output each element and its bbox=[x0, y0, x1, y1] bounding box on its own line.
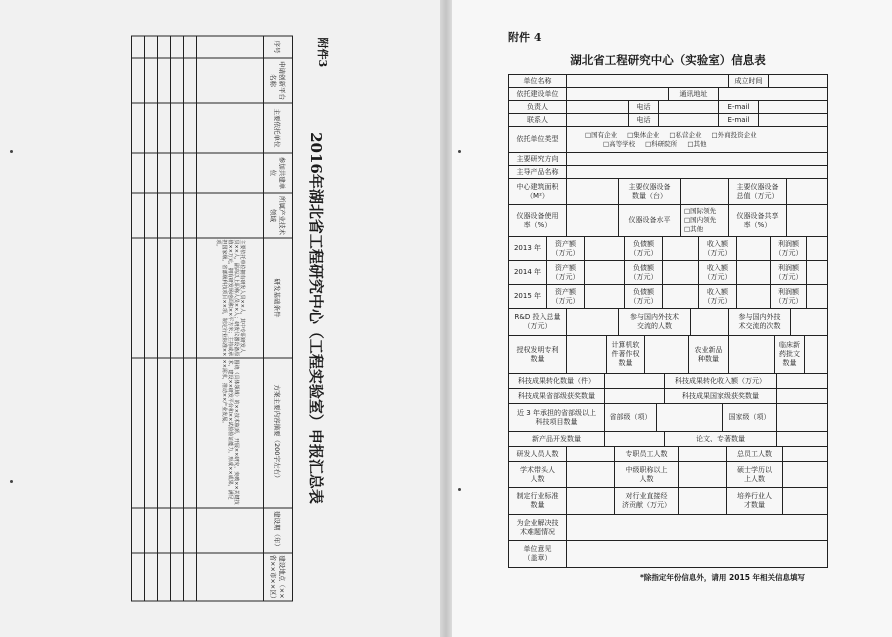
field-label: E-mail bbox=[719, 101, 759, 113]
field-label: 电话 bbox=[629, 101, 659, 113]
field-label: 负债额 （万元） bbox=[625, 261, 663, 284]
field-label: 依托建设单位 bbox=[509, 88, 567, 100]
checkbox-foreign[interactable]: □外商投资企业 bbox=[711, 130, 757, 139]
column-header: 研发基础条件 bbox=[264, 238, 293, 358]
field-label: 国家级（项） bbox=[723, 404, 777, 431]
punch-dot bbox=[10, 480, 13, 483]
form-row bbox=[509, 374, 827, 389]
assets-field[interactable] bbox=[585, 285, 625, 308]
academic-leader-field[interactable] bbox=[567, 462, 615, 487]
liabilities-field[interactable] bbox=[663, 285, 699, 308]
form-row bbox=[509, 127, 827, 153]
column-header: 申请创新平台名称 bbox=[264, 58, 293, 103]
checkbox-university[interactable]: □高等学校 bbox=[603, 139, 636, 148]
field-label: 主导产品名称 bbox=[509, 166, 567, 178]
trainees-field[interactable] bbox=[783, 488, 827, 514]
annex-label: 附件3 bbox=[316, 37, 329, 68]
field-label: 总员工人数 bbox=[727, 447, 783, 461]
year-label: 2015 年 bbox=[509, 285, 547, 308]
form-title: 湖北省工程研究中心（实验室）信息表 bbox=[570, 53, 766, 67]
field-label: R&D 投入总量 （万元） bbox=[509, 309, 567, 335]
equip-usage-field[interactable] bbox=[567, 205, 619, 236]
income-field[interactable] bbox=[737, 261, 771, 284]
field-label: 授权发明专利 数量 bbox=[509, 336, 567, 373]
field-label: 仪器设备水平 bbox=[619, 205, 681, 236]
form-row bbox=[509, 389, 827, 404]
field-label: 联系人 bbox=[509, 114, 567, 126]
sample-summary-text: 围绕（具体领域）的××技术瓶颈，开展××研究，突破××关键技术，建设××研发平台和××试验验证能力，形成××成果，满足××需求，推动××产业发展。 bbox=[197, 358, 264, 508]
field-label: 利润额 （万元） bbox=[771, 237, 807, 260]
table-header-row bbox=[264, 36, 293, 601]
papers-field[interactable] bbox=[777, 432, 827, 446]
field-label: 主要研究方向 bbox=[509, 153, 567, 165]
form-row bbox=[509, 166, 827, 179]
book-gutter bbox=[440, 0, 452, 637]
sample-basis-text: 主要依托单位拥有研发人员××人，其中专职研发人员××人，副高以上职称人员××人；研发仪器设备原值××万元，拥有研发场地面积××平方米；主持或承担国家级、省部级科技项目××项，制定行业标准××项。 bbox=[197, 238, 264, 358]
field-label: 单位名称 bbox=[509, 75, 567, 87]
clinical-field[interactable] bbox=[805, 336, 827, 373]
field-label: E-mail bbox=[719, 114, 759, 126]
form-row bbox=[509, 432, 827, 447]
provincial-award-field[interactable] bbox=[605, 389, 665, 403]
form-row bbox=[509, 515, 827, 541]
field-label: 硕士学历以 上人数 bbox=[727, 462, 783, 487]
standards-field[interactable] bbox=[567, 488, 615, 514]
column-header: 主要依托单位 bbox=[264, 103, 293, 153]
field-label: 主要仪器设备 总值（万元） bbox=[729, 179, 787, 204]
leader-email-field[interactable] bbox=[759, 101, 827, 113]
provincial-projects-field[interactable] bbox=[657, 404, 723, 431]
field-label: 利润额 （万元） bbox=[771, 261, 807, 284]
field-label: 科技成果转化收入额（万元） bbox=[665, 374, 777, 388]
field-label: 培养行业人 才数量 bbox=[727, 488, 783, 514]
field-label: 负责人 bbox=[509, 101, 567, 113]
form-row-year bbox=[509, 237, 827, 261]
address-field[interactable] bbox=[719, 88, 827, 100]
area-field[interactable] bbox=[567, 179, 619, 204]
field-label: 依托单位类型 bbox=[509, 127, 567, 152]
mid-title-field[interactable] bbox=[679, 462, 727, 487]
form-row bbox=[509, 75, 827, 88]
field-label: 收入额 （万元） bbox=[699, 237, 737, 260]
form-row bbox=[509, 179, 827, 205]
rd-invest-field[interactable] bbox=[567, 309, 619, 335]
field-label: 论文、专著数量 bbox=[665, 432, 777, 446]
fulltime-field[interactable] bbox=[679, 447, 727, 461]
column-header: 建设地点（××省××市××区） bbox=[264, 553, 293, 601]
liabilities-field[interactable] bbox=[663, 261, 699, 284]
equip-share-field[interactable] bbox=[787, 205, 827, 236]
column-header: 所属产业技术领域 bbox=[264, 193, 293, 238]
punch-dot bbox=[458, 150, 461, 153]
research-direction-field[interactable] bbox=[567, 153, 827, 165]
annex-label: 附件 4 bbox=[508, 31, 542, 44]
field-label: 近 3 年承担的省部级以上 科技项目数量 bbox=[509, 404, 605, 431]
field-label: 省部级（项） bbox=[605, 404, 657, 431]
table-row bbox=[132, 36, 145, 601]
field-label: 成立时间 bbox=[729, 75, 769, 87]
income-field[interactable] bbox=[737, 237, 771, 260]
field-label: 利润额 （万元） bbox=[771, 285, 807, 308]
liabilities-field[interactable] bbox=[663, 237, 699, 260]
assets-field[interactable] bbox=[585, 261, 625, 284]
field-label: 仪器设备共享 率（%） bbox=[729, 205, 787, 236]
summary-table bbox=[131, 36, 293, 602]
leader-phone-field[interactable] bbox=[659, 101, 719, 113]
field-label: 收入额 （万元） bbox=[699, 261, 737, 284]
form-row bbox=[509, 88, 827, 101]
rotated-summary-sheet bbox=[123, 36, 327, 601]
transfer-income-field[interactable] bbox=[777, 374, 827, 388]
column-header: 序号 bbox=[264, 36, 293, 58]
patents-field[interactable] bbox=[567, 336, 607, 373]
field-label: 科技成果转化数量（件） bbox=[509, 374, 605, 388]
checkbox-state-owned[interactable]: □国有企业 bbox=[585, 130, 618, 139]
field-label: 中级职称以上 人数 bbox=[615, 462, 679, 487]
form-row bbox=[509, 404, 827, 432]
field-label: 中心建筑面积 （M²） bbox=[509, 179, 567, 204]
form-row-year bbox=[509, 285, 827, 309]
year-label: 2013 年 bbox=[509, 237, 547, 260]
software-field[interactable] bbox=[645, 336, 689, 373]
table-row bbox=[171, 36, 184, 601]
checkbox-private[interactable]: □私营企业 bbox=[669, 130, 702, 139]
field-label: 电话 bbox=[629, 114, 659, 126]
footnote: *除指定年份信息外，请用 2015 年相关信息填写 bbox=[640, 573, 806, 582]
unit-type-options bbox=[567, 127, 827, 152]
info-form bbox=[508, 74, 828, 568]
form-row bbox=[509, 488, 827, 515]
field-label: 农业新品 种数量 bbox=[689, 336, 729, 373]
national-projects-field[interactable] bbox=[777, 404, 827, 431]
founded-field[interactable] bbox=[769, 75, 827, 87]
tech-problems-field[interactable] bbox=[567, 515, 827, 540]
field-label: 计算机软 件著作权 数量 bbox=[607, 336, 645, 373]
opinion-field[interactable] bbox=[567, 541, 827, 567]
profit-field[interactable] bbox=[807, 237, 827, 260]
form-row bbox=[509, 205, 827, 237]
total-staff-field[interactable] bbox=[783, 447, 827, 461]
field-label: 制定行业标准 数量 bbox=[509, 488, 567, 514]
field-label: 资产额 （万元） bbox=[547, 261, 585, 284]
form-row bbox=[509, 153, 827, 166]
support-unit-field[interactable] bbox=[567, 88, 669, 100]
contact-email-field[interactable] bbox=[759, 114, 827, 126]
checkbox-other[interactable]: □其他 bbox=[687, 139, 707, 148]
direct-econ-field[interactable] bbox=[679, 488, 727, 514]
field-label: 参与国内外技术 交流的人数 bbox=[619, 309, 691, 335]
field-label: 资产额 （万元） bbox=[547, 237, 585, 260]
field-label: 研发人员人数 bbox=[509, 447, 567, 461]
column-header: 方案主要内容摘要（200字左右） bbox=[264, 358, 293, 508]
form-row-year bbox=[509, 261, 827, 285]
equip-count-field[interactable] bbox=[681, 179, 729, 204]
leader-field[interactable] bbox=[567, 101, 629, 113]
field-label: 为企业解决技 术难题情况 bbox=[509, 515, 567, 540]
table-row bbox=[145, 36, 158, 601]
form-row bbox=[509, 309, 827, 336]
assets-field[interactable] bbox=[585, 237, 625, 260]
field-label: 仪器设备使用 率（%） bbox=[509, 205, 567, 236]
form-row bbox=[509, 336, 827, 374]
checkbox-level-other[interactable]: □其他 bbox=[684, 225, 704, 233]
form-row bbox=[509, 462, 827, 488]
agri-field[interactable] bbox=[729, 336, 775, 373]
form-row bbox=[509, 114, 827, 127]
field-label: 资产额 （万元） bbox=[547, 285, 585, 308]
field-label: 科技成果国家级获奖数量 bbox=[665, 389, 777, 403]
table-row bbox=[197, 36, 264, 601]
field-label: 新产品开发数量 bbox=[509, 432, 605, 446]
year-label: 2014 年 bbox=[509, 261, 547, 284]
contact-phone-field[interactable] bbox=[659, 114, 719, 126]
field-label: 科技成果省部级获奖数量 bbox=[509, 389, 605, 403]
exchange-people-field[interactable] bbox=[691, 309, 729, 335]
product-name-field[interactable] bbox=[567, 166, 827, 178]
field-label: 单位意见 （盖章） bbox=[509, 541, 567, 567]
punch-dot bbox=[10, 150, 13, 153]
transfer-count-field[interactable] bbox=[605, 374, 665, 388]
field-label: 收入额 （万元） bbox=[699, 285, 737, 308]
field-label: 临床新 药批文 数量 bbox=[775, 336, 805, 373]
new-product-field[interactable] bbox=[605, 432, 665, 446]
field-label: 通讯地址 bbox=[669, 88, 719, 100]
profit-field[interactable] bbox=[807, 285, 827, 308]
column-header: 建设期（年） bbox=[264, 508, 293, 553]
field-label: 参与国内外技 术交流的次数 bbox=[729, 309, 791, 335]
table-row bbox=[158, 36, 171, 601]
field-label: 负债额 （万元） bbox=[625, 285, 663, 308]
profit-field[interactable] bbox=[807, 261, 827, 284]
checkbox-domestic-leading[interactable]: □国内领先 bbox=[684, 216, 717, 224]
master-field[interactable] bbox=[783, 462, 827, 487]
checkbox-institute[interactable]: □科研院所 bbox=[645, 139, 678, 148]
summary-title: 2016年湖北省工程研究中心（工程实验室）申报汇总表 bbox=[307, 132, 325, 504]
staff-field[interactable] bbox=[567, 447, 615, 461]
national-award-field[interactable] bbox=[777, 389, 827, 403]
field-label: 专职员工人数 bbox=[615, 447, 679, 461]
equip-level-options bbox=[681, 205, 729, 236]
exchange-times-field[interactable] bbox=[791, 309, 827, 335]
field-label: 对行业直接经 济贡献（万元） bbox=[615, 488, 679, 514]
form-row bbox=[509, 447, 827, 462]
equip-value-field[interactable] bbox=[787, 179, 827, 204]
unit-name-field[interactable] bbox=[567, 75, 729, 87]
checkbox-collective[interactable]: □集体企业 bbox=[627, 130, 660, 139]
table-row bbox=[184, 36, 197, 601]
income-field[interactable] bbox=[737, 285, 771, 308]
checkbox-intl-leading[interactable]: □国际领先 bbox=[684, 207, 717, 215]
punch-dot bbox=[458, 488, 461, 491]
field-label: 负债额 （万元） bbox=[625, 237, 663, 260]
field-label: 主要仪器设备 数量（台） bbox=[619, 179, 681, 204]
contact-field[interactable] bbox=[567, 114, 629, 126]
column-header: 参加共建单位 bbox=[264, 153, 293, 193]
form-row bbox=[509, 541, 827, 567]
field-label: 学术带头人 人数 bbox=[509, 462, 567, 487]
form-row bbox=[509, 101, 827, 114]
